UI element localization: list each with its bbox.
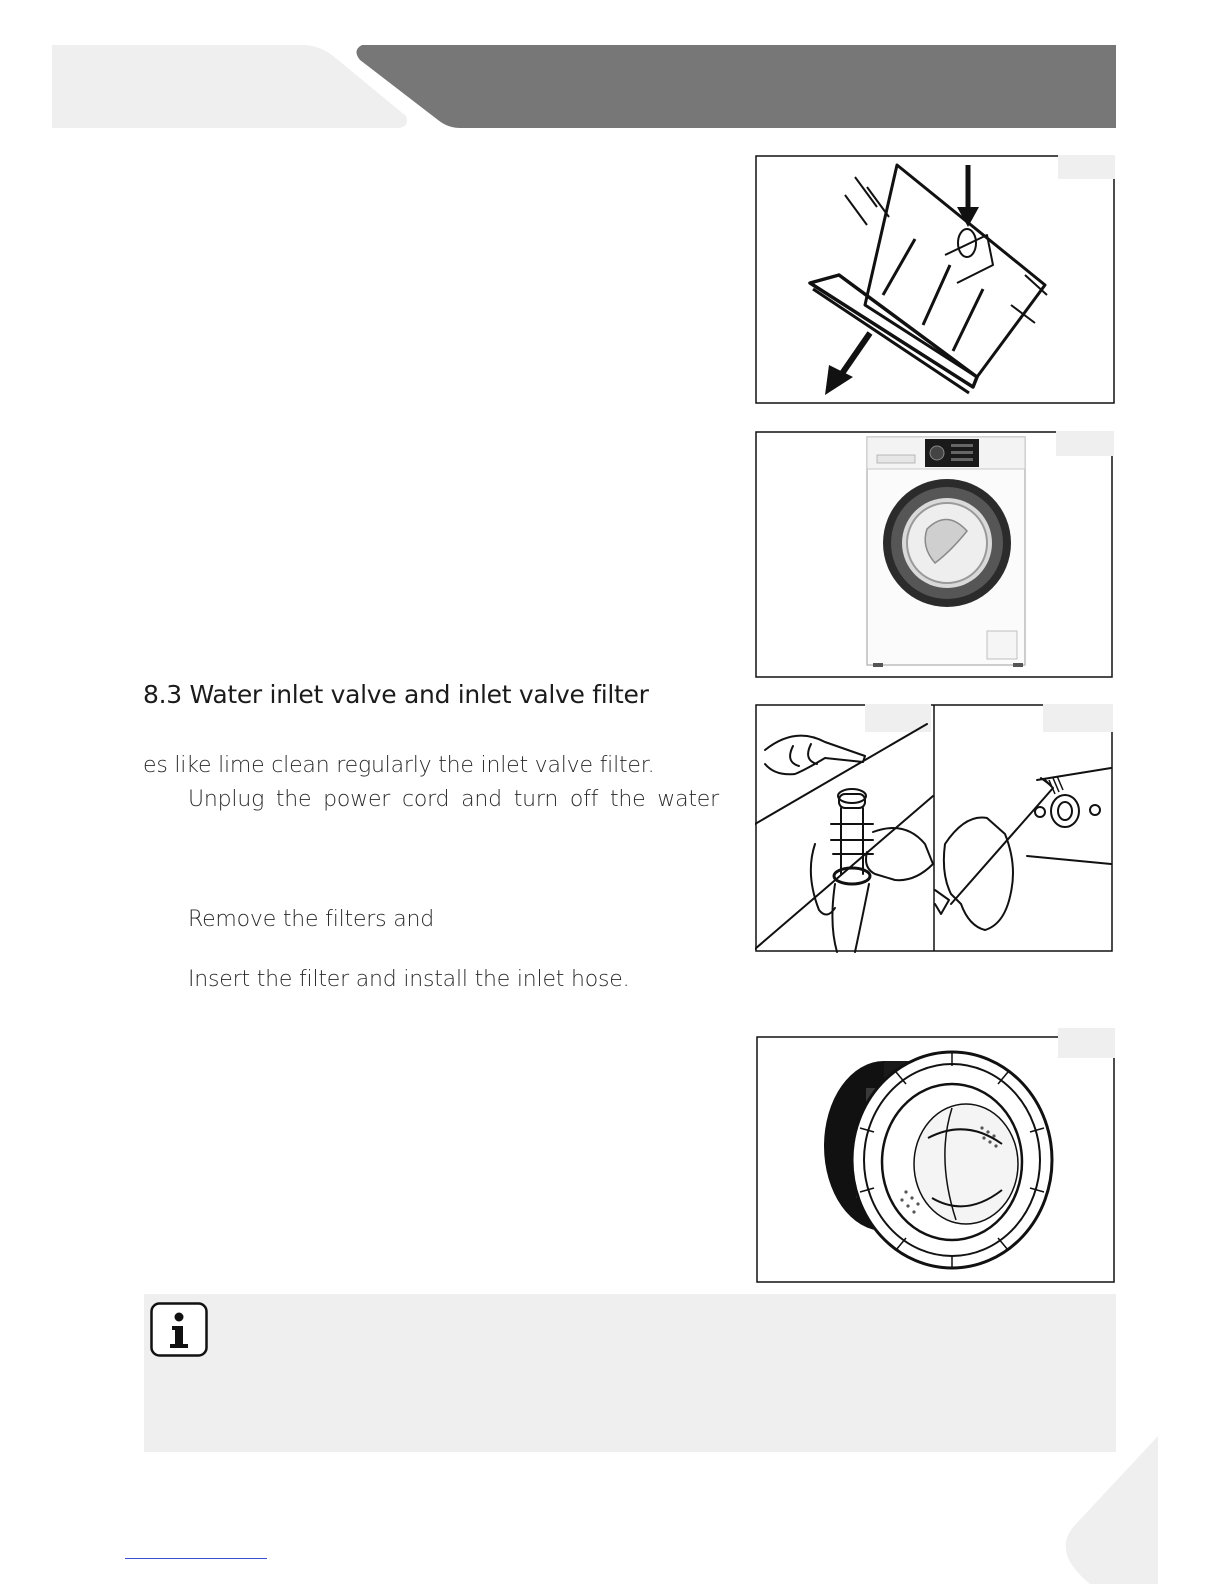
word: cord [401,787,450,812]
word: Unplug [188,787,265,812]
word: turn [513,787,559,812]
detergent-drawer-figure [755,155,1116,405]
body-line-1: es like lime clean regularly the inlet valve filter. [143,753,655,778]
word: the [275,787,312,812]
footer-link[interactable] [125,1558,267,1559]
section-title: 8.3 Water inlet valve and inlet valve filter [143,680,649,709]
word: off [569,787,599,812]
body-line-3: Remove the filters and [188,907,434,932]
body-line-4: Insert the filter and install the inlet hose. [188,967,630,992]
word: water [657,787,719,812]
info-icon [150,1302,208,1358]
word: and [461,787,502,812]
page-header-banner [0,0,1224,140]
word: the [609,787,646,812]
washing-machine-figure [755,431,1115,679]
word: power [323,787,391,812]
inlet-filter-cleaning-figure [755,704,1115,954]
info-note-box [144,1294,1116,1452]
page-corner-decoration [1060,1436,1224,1584]
washing-drum-figure [756,1028,1116,1284]
body-line-2 [188,787,719,812]
